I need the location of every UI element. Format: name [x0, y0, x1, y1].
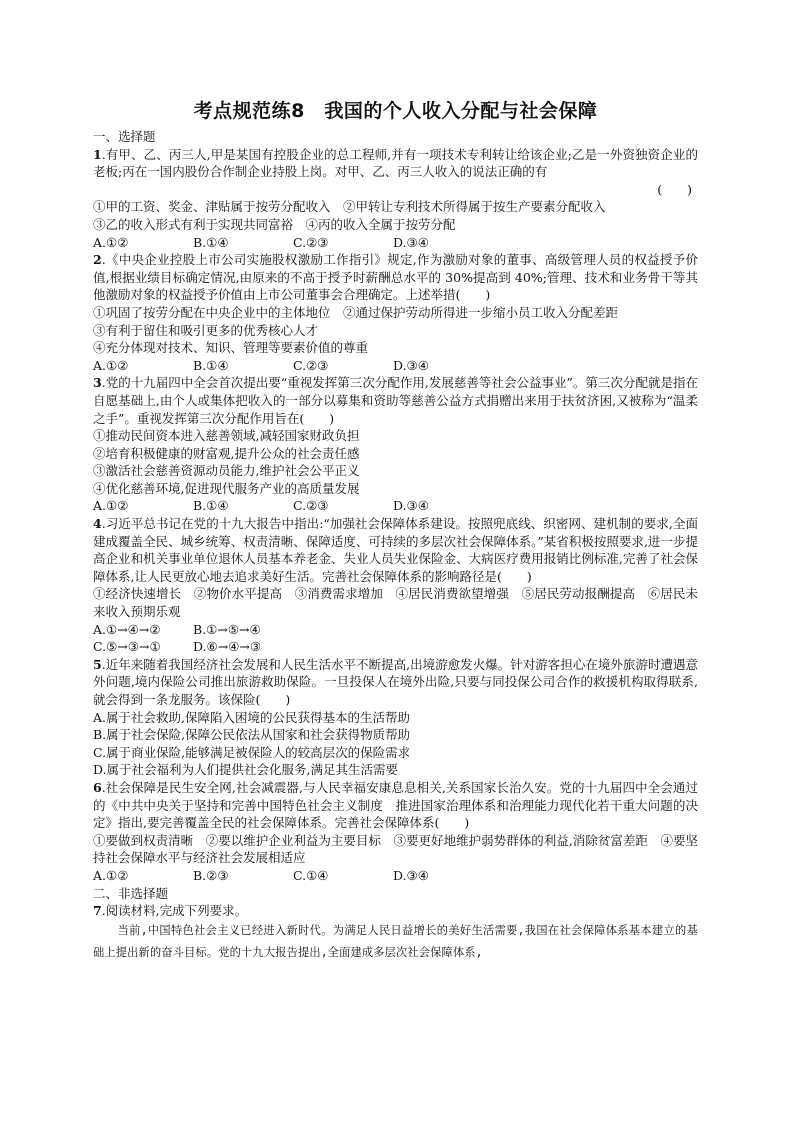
question-6: [93, 779, 698, 885]
section-heading-choice: 一、选择题: [93, 129, 156, 144]
option-a[interactable]: A.①②: [93, 498, 129, 514]
option-b[interactable]: B.①④: [193, 498, 229, 514]
question-stem: [93, 146, 698, 181]
question-stem: [93, 902, 698, 920]
question-text: .党的十九届四中全会首次提出要“重视发挥第三次分配作用,发展慈善等社会公益事业”。第三次分配就是指在自愿基础上,由个人或集体把收入的一部分以募集和资助等慈善公益方式捐赠出来用于扶贫济困,又被称为“温柔之手”。重视发挥第三次分配作用旨在( ): [93, 375, 698, 426]
option-a[interactable]: A.①②: [93, 234, 129, 250]
option-c[interactable]: C.②③: [293, 234, 329, 250]
answer-options-row-2: [93, 638, 698, 656]
question-stem: [93, 515, 698, 585]
question-text: .《中央企业控股上市公司实施股权激励工作指引》规定,作为激励对象的董事、高级管理人员的权益授予价值,根据业绩目标确定情况,由原来的不高于授予时薪酬总水平的 30%提高到 40%;管理、技术和业务骨干等其他激励对象的权益授予价值由上市公司董事会合理确定。上述举措( ): [93, 252, 698, 303]
answer-options: [93, 234, 698, 252]
question-stem: [93, 656, 698, 709]
page-title: 考点规范练8 我国的个人收入分配与社会保障: [193, 100, 598, 122]
option-c[interactable]: C.⑤→③→①: [93, 639, 161, 655]
question-number: 1: [93, 146, 102, 162]
option-a[interactable]: A.①②: [93, 867, 129, 883]
answer-options: [93, 867, 698, 885]
question-stem: [93, 779, 698, 832]
statement-item: ④充分体现对技术、知识、管理等要素价值的尊重: [93, 340, 369, 356]
statement-items: ①要做到权责清晰 ②要以维护企业利益为主要目标 ③要更好地维护弱势群体的利益,消除贫富差距 ④要坚持社会保障水平与经济社会发展相适应: [93, 832, 698, 866]
statement-item: ①推动民间资本进入慈善领域,减轻国家财政负担: [93, 428, 360, 444]
statement-item: ④优化慈善环境,促进现代服务产业的高质量发展: [93, 480, 360, 496]
question-number: 3: [93, 375, 102, 391]
question-stem: [93, 374, 698, 427]
question-number: 2: [93, 252, 102, 268]
option-c[interactable]: C.②③: [293, 498, 329, 514]
question-number: 6: [93, 779, 102, 795]
question-text: .有甲、乙、丙三人,甲是某国有控股企业的总工程师,并有一项技术专利转让给该企业;乙是一外资独资企业的老板;丙在一国内股份合作制企业持股上岗。对甲、乙、丙三人收入的说法正确的有: [93, 146, 698, 180]
answer-options: [93, 357, 698, 375]
question-number: 7: [93, 903, 102, 919]
option-d[interactable]: D.③④: [393, 357, 429, 373]
statement-item: ①甲的工资、奖金、津贴属于按劳分配收入 ②甲转让专利技术所得属于按生产要素分配收入: [93, 199, 606, 215]
question-5: [93, 656, 698, 779]
question-text: .习近平总书记在党的十九大报告中指出:“加强社会保障体系建设。按照兜底线、织密网、建机制的要求,全面建成覆盖全民、城乡统筹、权责清晰、保障适度、可持续的多层次社会保障体系。”某省积极按照要求,进一步提高企业和机关事业单位退休人员基本养老金、失业人员失业保险金、大病医疗费用报销比例标准,完善了社会保障体系,让人民更放心地去追求美好生活。完善社会保障体系的影响路径是( ): [93, 516, 698, 584]
statement-item: ③乙的收入形式有利于实现共同富裕 ④丙的收入全属于按劳分配: [93, 216, 456, 232]
option-b[interactable]: B.②③: [193, 867, 229, 883]
question-2: [93, 251, 698, 374]
option-d[interactable]: D.⑥→④→③: [193, 639, 262, 655]
answer-options: [93, 497, 698, 515]
question-number: 4: [93, 516, 102, 532]
statement-item: ③有利于留住和吸引更多的优秀核心人才: [93, 322, 319, 338]
question-7: [93, 902, 698, 964]
statement-item: ②培育积极健康的财富观,提升公众的社会责任感: [93, 445, 360, 461]
question-4: [93, 515, 698, 656]
question-3: [93, 374, 698, 515]
option-d[interactable]: D.③④: [393, 234, 429, 250]
statement-item: ③激活社会慈善资源动员能力,维护社会公平正义: [93, 463, 360, 479]
option-d[interactable]: D.属于社会福利为人们提供社会化服务,满足其生活需要: [93, 762, 399, 778]
option-b[interactable]: B.属于社会保险,保障公民依法从国家和社会获得物质帮助: [93, 727, 411, 743]
option-a[interactable]: A.属于社会救助,保障陷入困境的公民获得基本的生活帮助: [93, 709, 410, 725]
reading-material: 当前,中国特色社会主义已经进入新时代。为满足人民日益增长的美好生活需要,我国在社会保障体系基本建立的基础上提出新的奋斗目标。党的十九大报告提出,全面建成多层次社会保障体系,: [93, 923, 698, 959]
question-number: 5: [93, 656, 102, 672]
option-a[interactable]: A.①→④→②: [93, 621, 161, 637]
option-c[interactable]: C.②③: [293, 357, 329, 373]
question-1: [93, 146, 698, 252]
option-d[interactable]: D.③④: [393, 867, 429, 883]
option-c[interactable]: C.属于商业保险,能够满足被保险人的较高层次的保险需求: [93, 744, 411, 760]
answer-options-row-1: [93, 621, 698, 639]
question-text: .阅读材料,完成下列要求。: [101, 903, 248, 919]
answer-blank: ( ): [657, 181, 692, 197]
statement-item: ①巩固了按劳分配在中央企业中的主体地位 ②通过保护劳动所得进一步缩小员工收入分配差距: [93, 304, 619, 320]
option-d[interactable]: D.③④: [393, 498, 429, 514]
option-b[interactable]: B.①④: [193, 234, 229, 250]
exam-page: [93, 98, 698, 964]
option-b[interactable]: B.①→⑤→④: [193, 621, 261, 637]
statement-items: ①经济快速增长 ②物价水平提高 ③消费需求增加 ④居民消费欲望增强 ⑤居民劳动报酬提高 ⑥居民未来收入预期乐观: [93, 586, 698, 620]
option-b[interactable]: B.①④: [193, 357, 229, 373]
section-heading-essay: 二、非选择题: [93, 885, 169, 901]
question-stem: [93, 251, 698, 304]
option-a[interactable]: A.①②: [93, 357, 129, 373]
question-text: .近年来随着我国经济社会发展和人民生活水平不断提高,出境游愈发火爆。针对游客担心在境外旅游时遭遇意外问题,境内保险公司推出旅游救助保险。一旦投保人在境外出险,只要与同投保公司合作的救援机构取得联系,就会得到一条龙服务。该保险( ): [93, 656, 698, 707]
question-text: .社会保障是民生安全网,社会减震器,与人民幸福安康息息相关,关系国家长治久安。党的十九届四中全会通过的《中共中央关于坚持和完善中国特色社会主义制度 推进国家治理体系和治理能力现代化若干重大问题的决定》指出,要完善覆盖全民的社会保障体系。完善社会保障体系( ): [93, 779, 698, 831]
option-c[interactable]: C.①④: [293, 867, 329, 883]
